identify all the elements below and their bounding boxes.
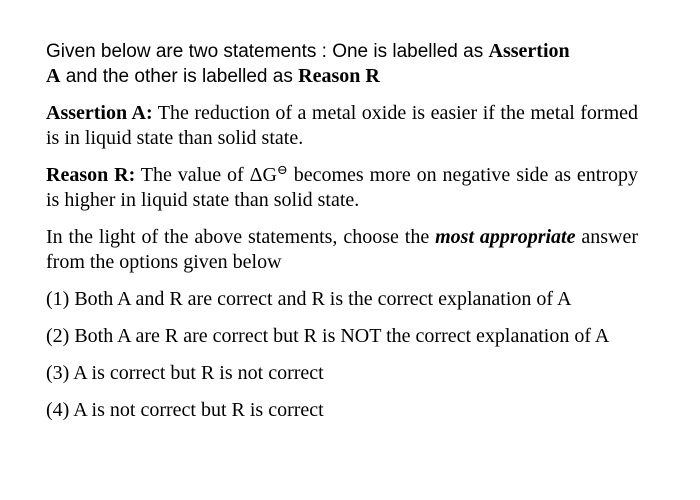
reason-statement xyxy=(46,163,638,213)
delta-g-symbol: ΔG⊖ xyxy=(249,162,288,186)
intro-text-1: Given below are two statements : One is labelled as xyxy=(46,41,489,62)
question-block xyxy=(46,39,638,435)
intro-text-2: and the other is labelled as xyxy=(60,66,299,87)
reason-keyword: Reason R xyxy=(298,65,380,87)
assertion-letter: A xyxy=(46,65,61,87)
reason-label: Reason R: xyxy=(46,164,136,186)
standard-state-superscript: ⊖ xyxy=(276,162,288,177)
instruction xyxy=(46,225,638,275)
option-1[interactable]: (1) Both A and R are correct and R is the correct explanation of A xyxy=(46,288,572,310)
option-2[interactable]: (2) Both A are R are correct but R is NOT the correct explanation of A xyxy=(46,325,610,347)
instruction-text-1: In the light of the above statements, choose the xyxy=(46,226,436,248)
assertion-text: The reduction of a metal oxide is easier if the metal formed is in liquid state than solid state. xyxy=(46,102,639,149)
assertion-statement xyxy=(46,101,638,151)
instruction-emphasis: most appropriate xyxy=(435,226,576,248)
option-3[interactable]: (3) A is correct but R is not correct xyxy=(46,362,324,384)
assertion-label: Assertion A: xyxy=(46,102,153,124)
reason-text-after: becomes more on negative side as entropy is higher in liquid state than solid state. xyxy=(46,164,638,211)
option-4[interactable]: (4) A is not correct but R is correct xyxy=(46,399,324,421)
assertion-keyword: Assertion xyxy=(488,40,570,62)
question-intro xyxy=(46,39,638,89)
instruction-text-2: answer from the options given below xyxy=(46,226,639,273)
reason-text-before: The value of xyxy=(135,164,250,186)
